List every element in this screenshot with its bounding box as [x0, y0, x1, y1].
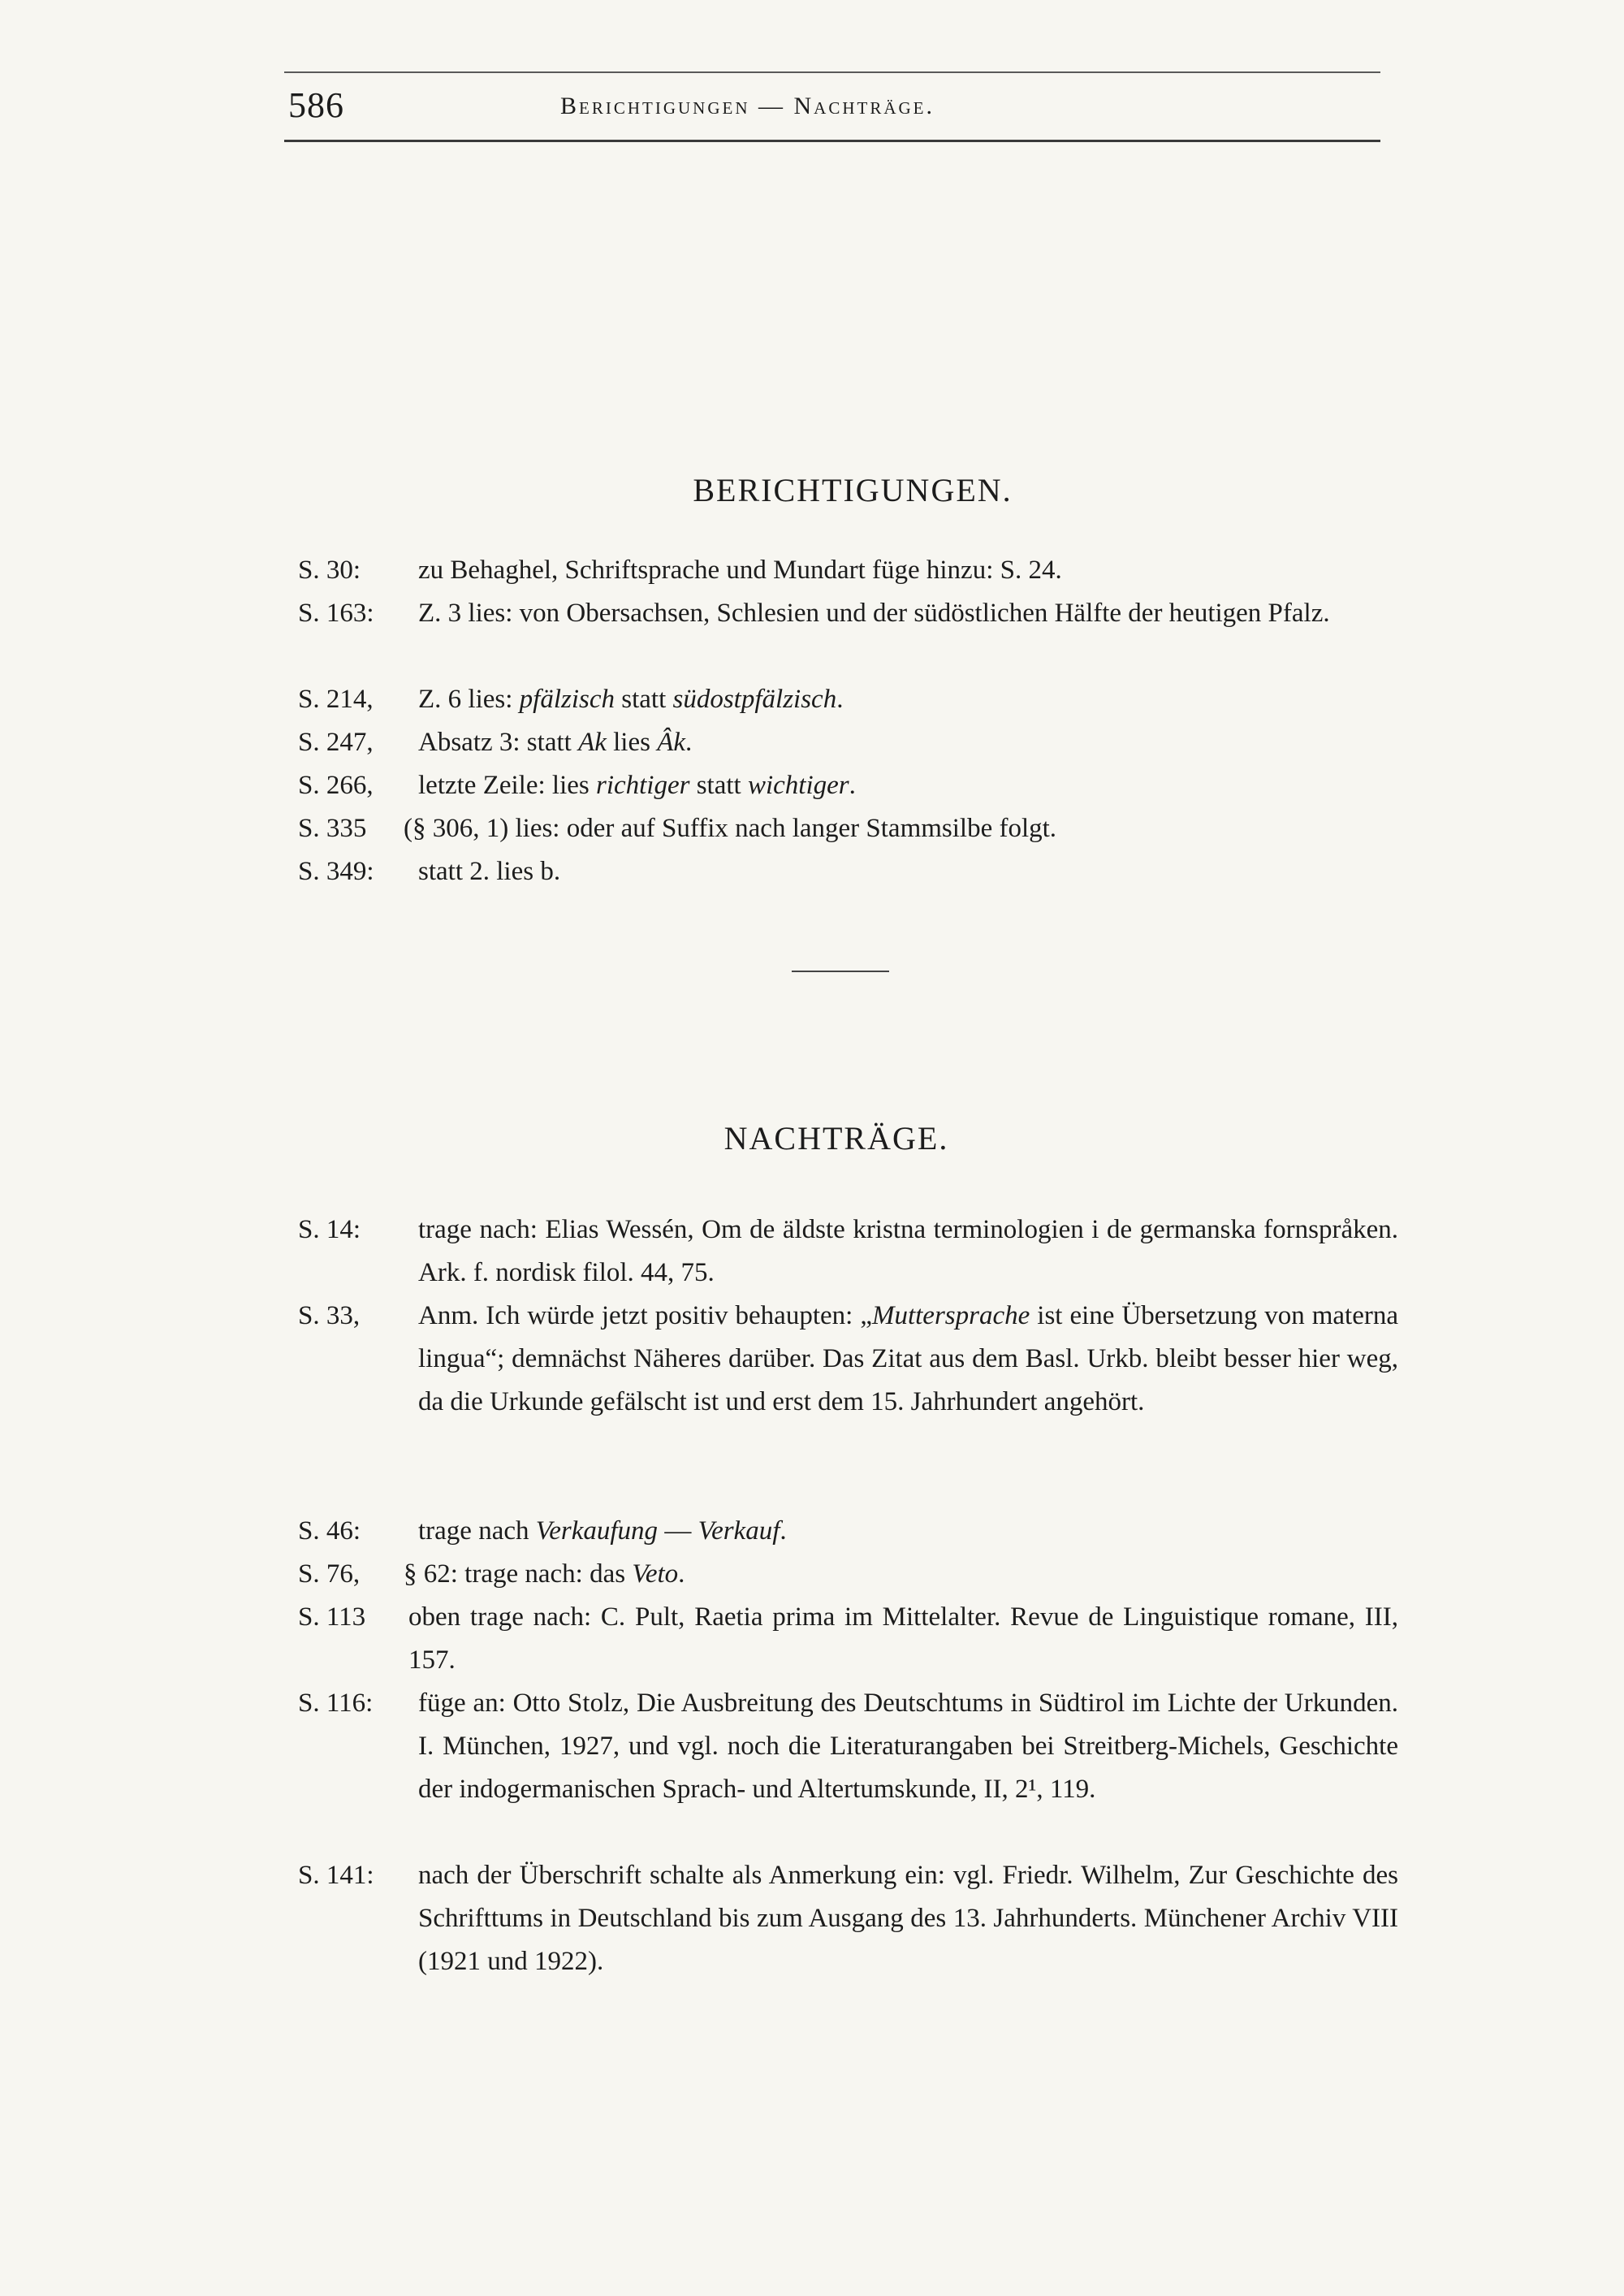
addendum-entry — [298, 1682, 1398, 1811]
entry-text: Z. 6 lies: pfälzisch statt südostpfälzisch. — [418, 685, 844, 714]
berichtigungen-heading: BERICHTIGUNGEN. — [693, 472, 1013, 508]
entry-ref: S. 76, — [298, 1559, 361, 1589]
entry-text: Z. 3 lies: von Obersachsen, Schlesien und der südöstlichen Hälfte der heutigen Pfalz. — [418, 599, 1330, 628]
addendum-entry — [298, 1553, 1398, 1596]
entry-text: oben trage nach: C. Pult, Raetia prima im Mittelalter. Revue de Linguistique romane, III, 157. — [408, 1602, 1398, 1675]
entry-ref: S. 14: — [298, 1215, 361, 1244]
entry-text: statt 2. lies b. — [418, 857, 561, 886]
emphasis: Âk — [657, 728, 686, 757]
entry-ref: S. 163: — [298, 599, 374, 628]
header-rule-bottom — [284, 140, 1380, 142]
emphasis: pfälzisch — [519, 685, 615, 714]
entry-text: letzte Zeile: lies richtiger statt wichtiger. — [418, 771, 856, 800]
entry-ref: S. 266, — [298, 771, 374, 800]
entry-ref: S. 30: — [298, 556, 361, 585]
entry-ref: S. 335 — [298, 814, 367, 843]
correction-entry — [298, 721, 1398, 764]
emphasis: Veto — [632, 1559, 679, 1589]
entry-text: § 62: trage nach: das Veto. — [404, 1559, 685, 1589]
entry-text: Absatz 3: statt Ak lies Âk. — [418, 728, 693, 757]
page-number: 586 — [288, 85, 344, 125]
entry-text: nach der Überschrift schalte als Anmerkung ein: vgl. Friedr. Wilhelm, Zur Geschichte des Schrifttums in Deutschland bis zum Ausgang des 13. Jahrhunderts. Münchener Archiv VIII (1921 und 1922). — [418, 1861, 1398, 1976]
entry-ref: S. 141: — [298, 1861, 374, 1890]
correction-entry — [298, 678, 1398, 721]
correction-entry — [298, 549, 1398, 592]
correction-entry — [298, 764, 1398, 807]
addendum-entry — [298, 1209, 1398, 1295]
entry-text: Anm. Ich würde jetzt positiv behaupten: „Muttersprache ist eine Übersetzung von materna lingua“; demnächst Näheres darüber. Das Zitat aus dem Basl. Urkb. bleibt besser hier weg, da die Urkunde gefälscht ist und erst dem 15. Jahrhundert angehört. — [418, 1301, 1398, 1416]
section-divider — [792, 971, 889, 972]
entry-text: trage nach: Elias Wessén, Om de äldste kristna terminologien i de germanska fornspråken. Ark. f. nordisk filol. 44, 75. — [418, 1215, 1398, 1287]
emphasis: Verkauf — [698, 1516, 780, 1546]
running-title: Berichtigungen — Nachträge. — [560, 93, 935, 119]
entry-text: zu Behaghel, Schriftsprache und Mundart füge hinzu: S. 24. — [418, 556, 1062, 585]
emphasis: Muttersprache — [871, 1301, 1030, 1330]
addendum-entry — [298, 1596, 1398, 1682]
emphasis: richtiger — [595, 771, 690, 800]
entry-text: (§ 306, 1) lies: oder auf Suffix nach langer Stammsilbe folgt. — [404, 814, 1057, 843]
emphasis: Ak — [578, 728, 607, 757]
entry-ref: S. 113 — [298, 1602, 366, 1632]
addendum-entry — [298, 1295, 1398, 1424]
entry-ref: S. 116: — [298, 1688, 374, 1718]
entry-text: trage nach Verkaufung — Verkauf. — [418, 1516, 787, 1546]
entry-ref: S. 247, — [298, 728, 374, 757]
addendum-entry — [298, 1854, 1398, 1983]
entry-ref: S. 214, — [298, 685, 374, 714]
correction-entry — [298, 592, 1398, 635]
header-rule-top — [284, 71, 1380, 73]
correction-entry — [298, 807, 1398, 850]
correction-entry — [298, 850, 1398, 893]
entry-ref: S. 46: — [298, 1516, 361, 1546]
entry-ref: S. 33, — [298, 1301, 361, 1330]
emphasis: Verkaufung — [535, 1516, 659, 1546]
nachtraege-heading: NACHTRÄGE. — [723, 1120, 949, 1157]
entry-ref: S. 349: — [298, 857, 374, 886]
emphasis: südostpfälzisch — [672, 685, 837, 714]
addendum-entry — [298, 1510, 1398, 1553]
entry-text: füge an: Otto Stolz, Die Ausbreitung des Deutschtums in Südtirol im Lichte der Urkunden. I. München, 1927, und vgl. noch die Literaturangaben bei Streitberg-Michels, Geschichte der indogermanischen Sprach- und Altertumskunde, II, 2¹, 119. — [418, 1688, 1398, 1804]
emphasis: wichtiger — [747, 771, 849, 800]
